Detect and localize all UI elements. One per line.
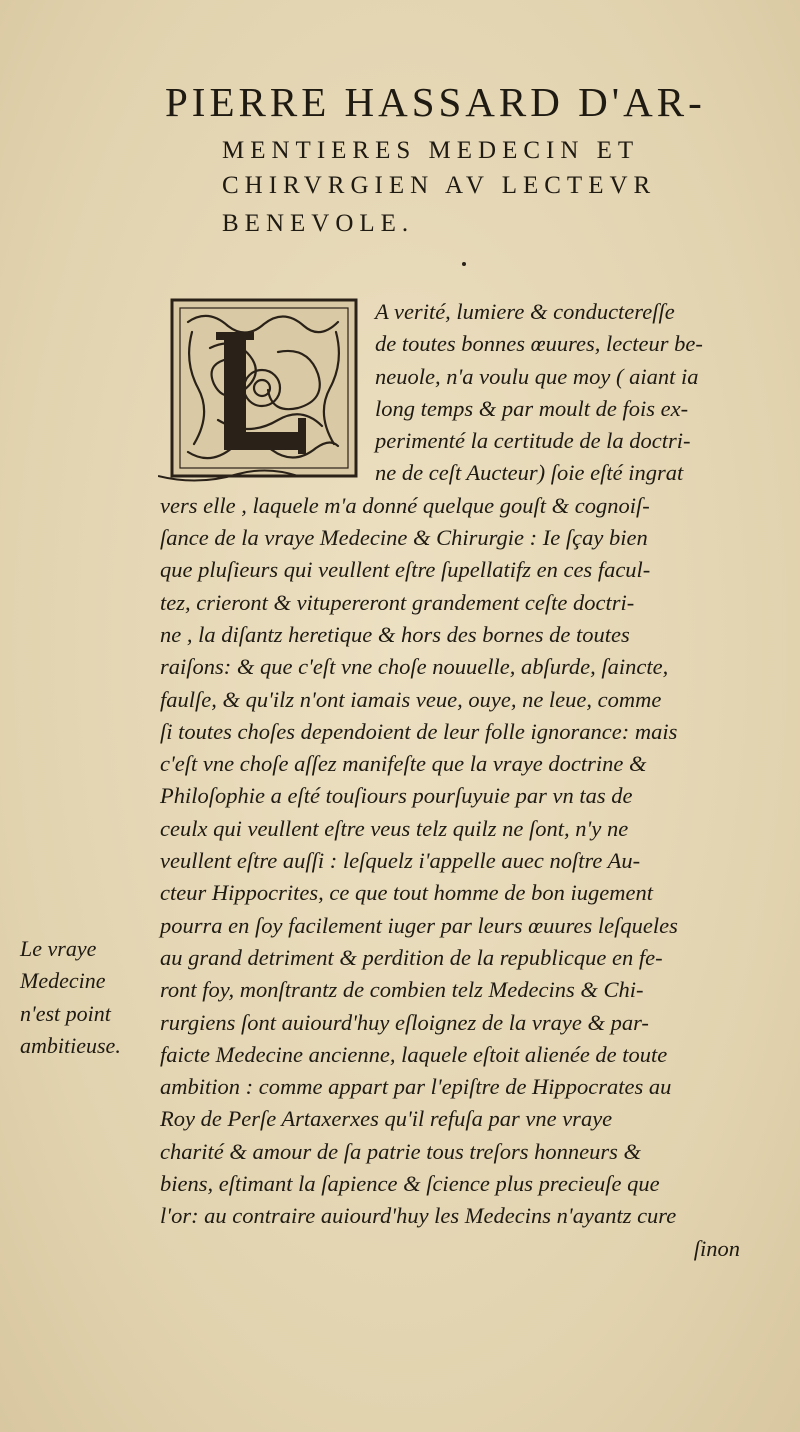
heading-line-2: MENTIERES MEDECIN ET bbox=[222, 137, 640, 164]
text-line: faulſe, & qu'ilz n'ont iamais veue, ouye, ne leue, comme bbox=[160, 686, 662, 712]
text-line: veullent eſtre auſſi : leſquelz i'appelle auec noſtre Au- bbox=[160, 848, 641, 874]
margin-note-line: Le vraye bbox=[20, 936, 97, 961]
text-line: Roy de Perſe Artaxerxes qu'il refuſa par vne vraye bbox=[160, 1106, 613, 1132]
text-line: perimenté la certitude de la doctri- bbox=[375, 428, 691, 454]
ornament-dot bbox=[462, 262, 466, 266]
text-line: ceulx qui veullent eſtre veus telz quilz ne ſont, n'y ne bbox=[160, 815, 629, 841]
text-line: au grand detriment & perdition de la republicque en fe- bbox=[160, 944, 663, 970]
text-line: Philoſophie a eſté touſiours pourſuyuie par vn tas de bbox=[160, 783, 633, 809]
text-line: long temps & par moult de fois ex- bbox=[375, 395, 689, 421]
text-line: que pluſieurs qui veullent eſtre ſupellatifz en ces facul- bbox=[160, 557, 651, 583]
text-line: A verité, lumiere & conductereſſe bbox=[375, 299, 675, 324]
text-line: vers elle , laquele m'a donné quelque gouſt & cognoiſ- bbox=[160, 492, 650, 518]
text-line: ne , la diſantz heretique & hors des bornes de toutes bbox=[160, 621, 630, 647]
text-line: ſi toutes choſes dependoient de leur folle ignorance: mais bbox=[160, 718, 678, 744]
text-line: c'eſt vne choſe aſſez manifeſte que la vraye doctrine & bbox=[160, 751, 647, 777]
text-line: de toutes bonnes œuures, lecteur be- bbox=[375, 331, 703, 357]
text-line: faicte Medecine ancienne, laquele eſtoit alienée de toute bbox=[160, 1041, 668, 1067]
text-line: pourra en ſoy facilement iuger par leurs œuures leſqueles bbox=[160, 912, 678, 938]
text-line: ſance de la vraye Medecine & Chirurgie : Ie ſçay bien bbox=[160, 525, 648, 551]
margin-note bbox=[20, 933, 160, 1062]
heading-line-4: BENEVOLE. bbox=[222, 210, 415, 237]
text-line: ront foy, monſtrantz de combien telz Medecins & Chi- bbox=[160, 977, 644, 1003]
text-line: tez, crieront & vitupereront grandement ceſte doctri- bbox=[160, 589, 635, 615]
heading-line-3: CHIRVRGIEN AV LECTEVR bbox=[222, 172, 657, 199]
text-line: ambition : comme appart par l'epiſtre de Hippocrates au bbox=[160, 1074, 672, 1100]
text-line: charité & amour de ſa patrie tous treſors honneurs & bbox=[160, 1138, 642, 1164]
margin-note-line: ambitieuse. bbox=[20, 1032, 121, 1058]
text-line: cteur Hippocrites, ce que tout homme de bon iugement bbox=[160, 880, 654, 906]
text-line: l'or: au contraire auiourd'huy les Medecins n'ayantz cure bbox=[160, 1203, 677, 1229]
text-line: raiſons: & que c'eſt vne choſe nouuelle, abſurde, ſaincte, bbox=[160, 654, 669, 680]
text-line: ne de ceſt Aucteur) ſoie eſté ingrat bbox=[375, 460, 684, 486]
text-line: neuole, n'a voulu que moy ( aiant ia bbox=[375, 363, 699, 389]
margin-note-line: n'est point bbox=[20, 1000, 111, 1026]
heading-line-1: PIERRE HASSARD D'AR- bbox=[165, 79, 706, 125]
catchword: ſinon bbox=[693, 1235, 740, 1261]
text-line: rurgiens ſont auiourd'huy eſloignez de la vraye & par- bbox=[160, 1009, 649, 1035]
body-text bbox=[160, 296, 760, 1265]
margin-note-line: Medecine bbox=[20, 968, 106, 994]
text-line: biens, eſtimant la ſapience & ſcience plus precieuſe que bbox=[160, 1171, 660, 1197]
